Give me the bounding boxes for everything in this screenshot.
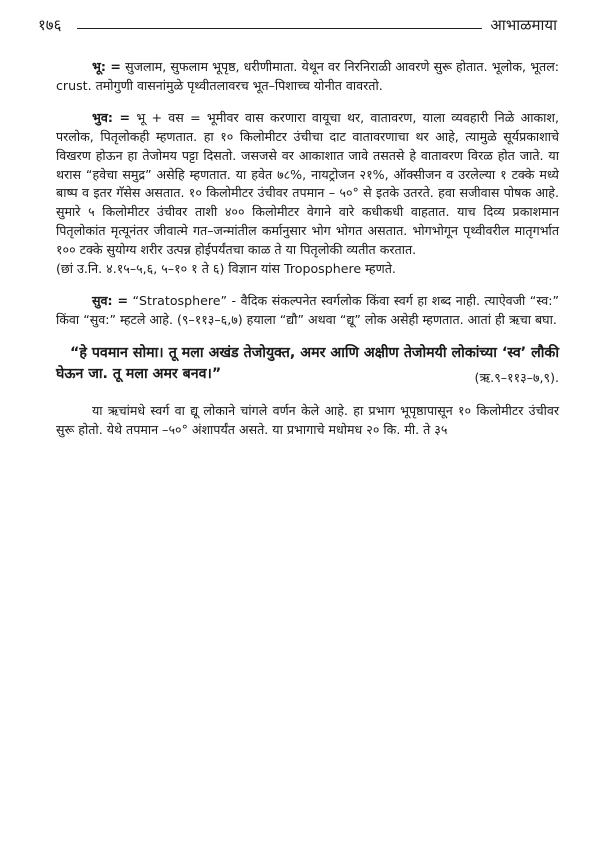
term-bhu: भू: = <box>92 59 121 74</box>
term-bhuvah: भुव: = <box>92 109 131 125</box>
page-header <box>38 14 557 36</box>
paragraph-bhu <box>56 58 559 96</box>
paragraph-suvah <box>56 292 559 330</box>
paragraph-bhu-text: सुजलाम, सुफलाम भूपृष्ठ, धरीणीमाता. येथून वर निरनिराळी आवरणे सुरू होतात. भूलोक, भूतल: crust. तमोगुणी वासनांमुळे पृथ्वीतलावरच भूत–पिशाच्च योनीत वावरतो. <box>56 59 560 93</box>
quote-text: “हे पवमान सोमा। तू मला अखंड तेजोयुक्त, अमर आणि अक्षीण तेजोमयी लोकांच्या ‘स्व’ लौकी घेऊन जा. तू मला अमर बनव।” <box>56 344 559 382</box>
quote-citation: (ऋ.९–११३–७,९). <box>474 369 559 385</box>
paragraph-bhuvah-text: भू + वस = भूमीवर वास करणारा वायूचा थर, वातावरण, याला व्यवहारी निळे आकाश, परलोक, पितृलोकही म्हणतात. हा १० किलोमीटर उंचीचा दाट वातावरणाचा थर आहे, त्यामुळे सूर्यप्रकाशाचे विखरण होऊन हा तेजोमय पट्टा दिसतो. जसजसे वर आकाशात जावे तसतसे हे वातावरण विरळ होत जाते. या थरास “हवेचा समुद्र” असेहि म्हणतात. या हवेत ७८%, नायट्रोजन २१%, ऑक्सीजन व उरलेल्या १ टक्के मध्ये बाष्प व इतर गॅसेस असतात. १० किलोमीटर उंचीवर तपमान – ५०° से इतके उतरते. हवा सजीवास पोषक आहे. सुमारे ५ किलोमीटर उंचीवर ताशी ४०० किलोमीटर वेगाने वारे कधीकधी वाहतात. याच दिव्य प्रकाशमान पितृलोकांत मृत्यूनंतर जीवात्मे गत–जन्मांतील कर्मानुसार भोग भोगत असतात. भोगभोगून पृथ्वीवरील मातृगर्भात १०० टक्के सुयोग्य शरीर उत्पन्न होईपर्यंतचा काळ ते या पितृलोकी व्यतीत करतात. <box>56 109 559 258</box>
page-body <box>56 58 559 453</box>
page-number: १७६ <box>38 16 62 34</box>
header-rule <box>77 28 482 29</box>
rigveda-quote <box>56 343 559 388</box>
book-title: आभाळमाया <box>490 16 557 34</box>
term-suvah: सुव: = <box>92 292 129 308</box>
paragraph-bhuvah-reference: (छां उ.नि. ४.१५–५,६, ५–१० १ ते ६) विज्ञान यांस Troposphere म्हणते. <box>56 261 396 277</box>
paragraph-closing: या ऋचांमधे स्वर्ग वा द्यू लोकाने चांगले वर्णन केले आहे. हा प्रभाग भूपृष्ठापासून १० किलोमीटर उंचीवर सुरू होतो. येथे तपमान –५०° अंशापर्यंत असते. या प्रभागाचे मधोमध २० कि. मी. ते ३५ <box>56 402 559 437</box>
paragraph-suvah-text: “Stratosphere” - वैदिक संकल्पनेत स्वर्गलोक किंवा स्वर्ग हा शब्द नाही. त्याऐवजी “स्व:” किंवा “सुव:” म्हटले आहे. (९–११३–६,७) हयाला “द्यौ” अथवा “द्यू” लोक असेही म्हणतात. आतां ही ऋचा बघा. <box>56 292 559 327</box>
paragraph-bhuvah <box>56 109 559 260</box>
